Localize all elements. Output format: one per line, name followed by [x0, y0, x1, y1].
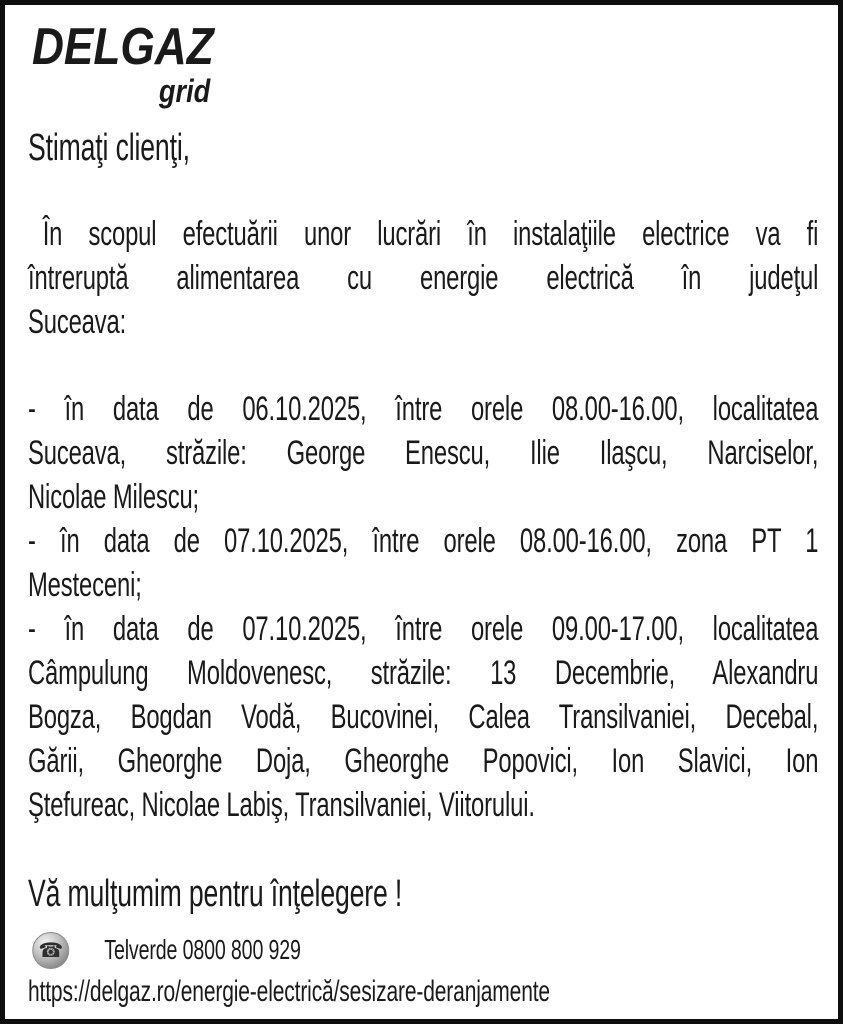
- outage-item-2: [28, 519, 818, 607]
- outage-item-3: [28, 607, 818, 827]
- notice-body: [28, 126, 818, 1010]
- phone-label: Telverde 0800 800 929: [104, 934, 301, 965]
- outage3-line-2: Câmpulung Moldovenesc, străzile: 13 Decembrie, Alexandru: [28, 654, 819, 692]
- logo-wordmark: DELGAZ: [32, 18, 214, 76]
- intro-line-1: În scopul efectuării unor lucrări în instalaţiile electrice va fi: [42, 215, 819, 253]
- outage-list: [28, 387, 818, 827]
- closing-thanks: Vă mulţumim pentru înţelegere !: [28, 873, 403, 915]
- report-url: https://delgaz.ro/energie-electrică/sesizare-deranjamente: [28, 975, 550, 1008]
- intro-line-3: Suceava:: [28, 303, 127, 341]
- outage-item-1: [28, 387, 818, 519]
- outage1-line-1: - în data de 06.10.2025, între orele 08.00-16.00, localitatea: [28, 390, 819, 428]
- outage1-line-3: Nicolae Milescu;: [28, 478, 200, 516]
- telephone-icon: ☎: [32, 932, 69, 969]
- salutation: Stimaţi clienţi,: [28, 127, 190, 169]
- outage2-line-1: - în data de 07.10.2025, între orele 08.00-16.00, zona PT 1: [28, 522, 819, 560]
- phone-contact-row: [28, 930, 818, 970]
- logo-sub-wordmark: grid: [158, 73, 211, 109]
- outage3-line-1: - în data de 07.10.2025, între orele 09.00-17.00, localitatea: [28, 610, 819, 648]
- delgaz-grid-logo: [32, 18, 214, 109]
- outage1-line-2: Suceava, străzile: George Enescu, Ilie Ilaşcu, Narciselor,: [28, 434, 819, 472]
- intro-paragraph: [28, 212, 818, 344]
- outage3-line-5: Ştefureac, Nicolae Labiş, Transilvaniei, Viitorului.: [28, 786, 535, 824]
- outage2-line-2: Mesteceni;: [28, 566, 142, 604]
- outage3-line-4: Gării, Gheorghe Doja, Gheorghe Popovici, Ion Slavici, Ion: [28, 742, 819, 780]
- intro-line-2: întreruptă alimentarea cu energie electrică în judeţul: [28, 259, 819, 297]
- outage3-line-3: Bogza, Bogdan Vodă, Bucovinei, Calea Transilvaniei, Decebal,: [28, 698, 819, 736]
